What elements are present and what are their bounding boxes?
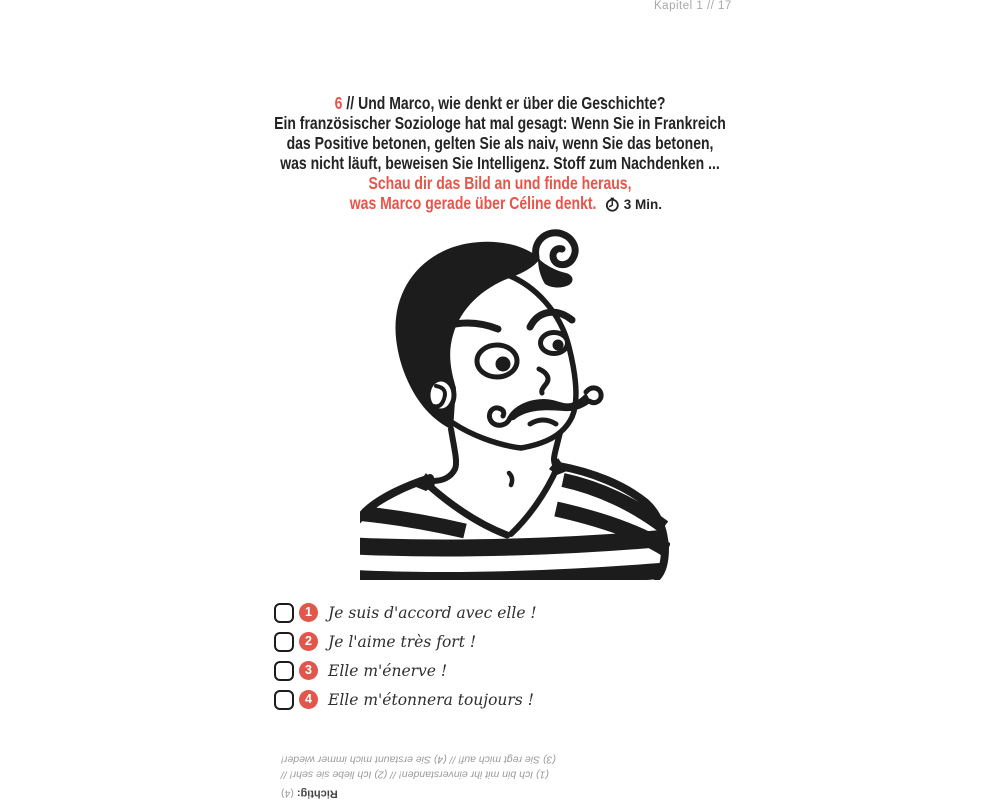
option-2-checkbox[interactable]	[274, 632, 294, 652]
answer-option-row	[274, 660, 447, 681]
option-3-label: Elle m'énerve !	[328, 661, 448, 680]
answer-key-value: (4)	[281, 787, 294, 800]
answer-key-solution	[281, 785, 589, 800]
answer-key-label: Richtig:	[296, 787, 338, 800]
task-line-with-timer	[220, 193, 780, 215]
hair-curl	[536, 233, 576, 265]
answer-option-row	[274, 689, 534, 710]
answer-key-translation: (3) Sie regt mich auf! // (4) Sie erstaunt mich immer wieder!	[281, 753, 556, 766]
task-line: Schau dir das Bild an und finde heraus,	[368, 173, 632, 193]
answer-option-row	[274, 631, 476, 652]
marco-illustration	[360, 228, 670, 580]
intro-line: das Positive betonen, gelten Sie als naiv, wenn Sie das betonen,	[286, 133, 714, 153]
option-4-number-badge: 4	[299, 690, 318, 709]
chapter-label: Kapitel 1 // 17	[654, 0, 732, 12]
option-1-number-badge: 1	[299, 603, 318, 622]
option-4-checkbox[interactable]	[274, 690, 294, 710]
answer-option-row	[274, 602, 537, 623]
clock-icon	[604, 197, 619, 212]
duration	[604, 195, 661, 215]
task-line: was Marco gerade über Céline denkt.	[349, 193, 597, 213]
exercise-title: Und Marco, wie denkt er über die Geschichte?	[358, 93, 666, 113]
exercise-title-line	[220, 93, 780, 113]
option-3-number-badge: 3	[299, 661, 318, 680]
option-4-label: Elle m'étonnera toujours !	[328, 690, 534, 709]
option-2-label: Je l'aime très fort !	[328, 632, 477, 651]
option-3-checkbox[interactable]	[274, 661, 294, 681]
intro-line: Ein französischer Soziologe hat mal gesagt: Wenn Sie in Frankreich	[274, 113, 726, 133]
option-2-number-badge: 2	[299, 632, 318, 651]
duration-text: 3 Min.	[623, 197, 662, 212]
option-1-label: Je suis d'accord avec elle !	[328, 603, 537, 622]
answer-key-upside-down	[281, 751, 589, 800]
option-1-checkbox[interactable]	[274, 603, 294, 623]
exercise-number-separator: //	[346, 93, 355, 113]
intro-line: was nicht läuft, beweisen Sie Intelligenz. Stoff zum Nachdenken ...	[280, 153, 720, 173]
answer-key-translation: (1) Ich bin mit ihr einverstanden! // (2) Ich liebe sie sehr! //	[281, 769, 549, 781]
exercise-heading	[220, 93, 780, 215]
exercise-number: 6	[334, 93, 343, 113]
